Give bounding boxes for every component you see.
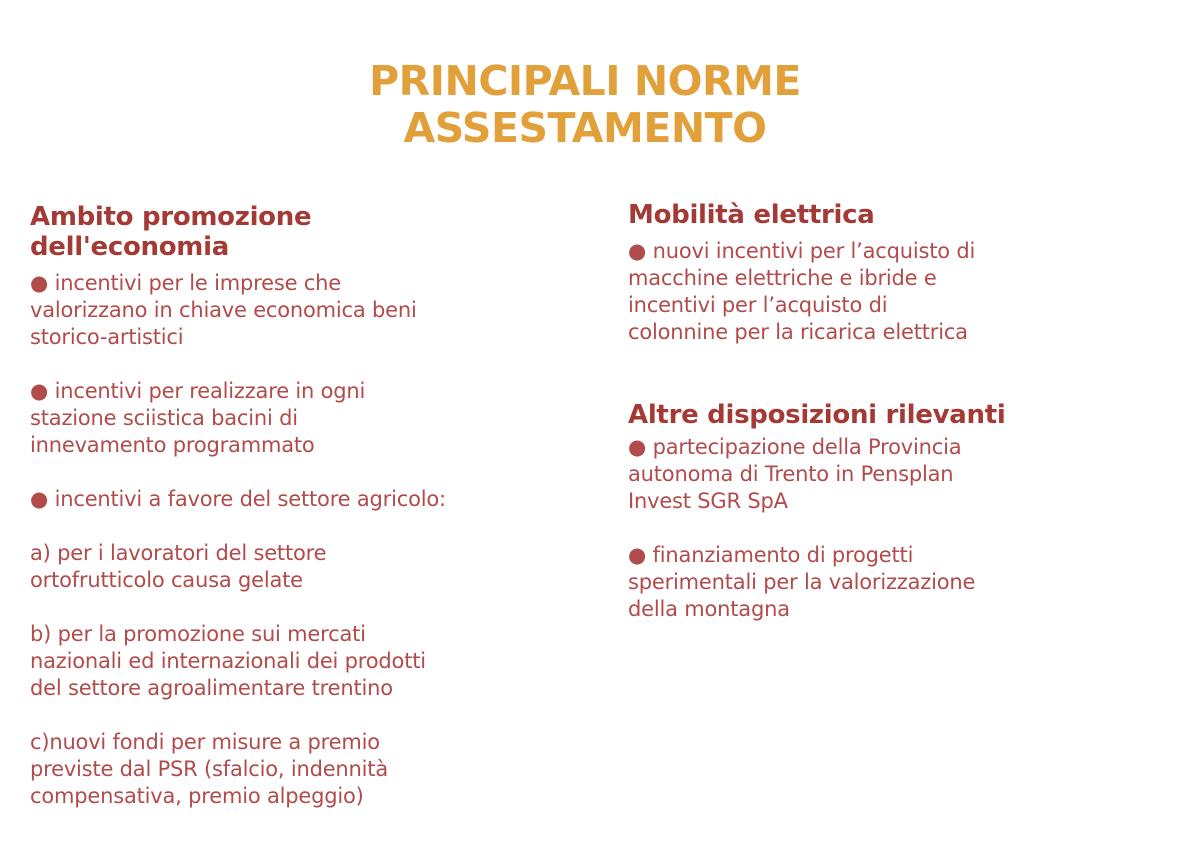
text-line: Invest SGR SpA [628, 489, 788, 513]
text-line: stazione sciistica bacini di [30, 406, 298, 430]
text-line: ● nuovi incentivi per l’acquisto di [628, 239, 976, 263]
section-heading-mobilita: Mobilità elettrica [628, 200, 875, 230]
page-title-line-1: PRINCIPALI NORME [369, 57, 801, 105]
text-line: compensativa, premio alpeggio) [30, 784, 364, 808]
text-line: c)nuovi fondi per misure a premio [30, 730, 380, 754]
text-line: sperimentali per la valorizzazione [628, 570, 976, 594]
text-line: macchine elettriche e ibride e [628, 266, 937, 290]
item-c-fondi-psr [30, 729, 570, 810]
section-heading-line: Ambito promozione [30, 202, 312, 232]
text-line: della montagna [628, 597, 790, 621]
page-title-line-2: ASSESTAMENTO [403, 104, 767, 152]
text-line: del settore agroalimentare trentino [30, 676, 393, 700]
text-line: b) per la promozione sui mercati [30, 622, 366, 646]
text-line: nazionali ed internazionali dei prodotti [30, 649, 426, 673]
text-line: ● incentivi per le imprese che [30, 271, 341, 295]
page-title [0, 58, 1170, 152]
item-a-lavoratori [30, 540, 570, 594]
section-heading-economia [30, 202, 570, 262]
text-line: previste dal PSR (sfalcio, indennità [30, 757, 388, 781]
text-line: ● incentivi per realizzare in ogni [30, 379, 366, 403]
text-line: valorizzano in chiave economica beni [30, 298, 417, 322]
bullet-agricolo [30, 486, 570, 513]
bullet-mobilita [628, 238, 1128, 346]
bullet-innevamento [30, 378, 570, 459]
bullet-imprese [30, 270, 570, 351]
text-line: ● finanziamento di progetti [628, 543, 914, 567]
bullet-pensplan [628, 434, 1128, 515]
right-column [628, 200, 1128, 623]
text-line: incentivi per l’acquisto di [628, 293, 888, 317]
section-heading-line: dell'economia [30, 232, 229, 262]
bullet-montagna [628, 542, 1128, 623]
text-line: a) per i lavoratori del settore [30, 541, 327, 565]
text-line: storico-artistici [30, 325, 184, 349]
left-column [30, 202, 570, 810]
text-line: innevamento programmato [30, 433, 315, 457]
section-heading-altre: Altre disposizioni rilevanti [628, 400, 1006, 430]
text-line: ● partecipazione della Provincia [628, 435, 962, 459]
text-line: colonnine per la ricarica elettrica [628, 320, 968, 344]
text-line: ● incentivi a favore del settore agricolo: [30, 487, 446, 511]
text-line: ortofrutticolo causa gelate [30, 568, 303, 592]
item-b-promozione [30, 621, 570, 702]
text-line: autonoma di Trento in Pensplan [628, 462, 954, 486]
